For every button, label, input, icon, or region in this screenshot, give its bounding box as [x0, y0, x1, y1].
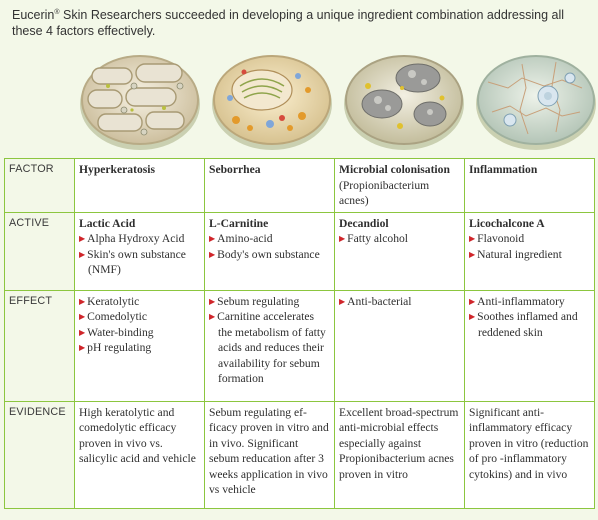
list-item: [209, 247, 330, 263]
bullet-triangle-icon: ▶: [469, 234, 476, 243]
bullet-triangle-icon: ▶: [79, 234, 86, 243]
factor-name: Hyperkeratosis: [79, 163, 155, 176]
active-cell: [465, 212, 595, 290]
brand-name: Eucerin: [12, 8, 55, 23]
bullet-text: Skin's own substance (NMF): [87, 247, 186, 276]
bullet-text: pH regulating: [87, 341, 152, 354]
list-item: [469, 294, 590, 310]
list-item: [339, 294, 460, 310]
factor-cell: [205, 159, 335, 213]
row-label-evidence: EVIDENCE: [5, 401, 75, 508]
bullet-triangle-icon: ▶: [469, 312, 476, 321]
list-item: [469, 247, 590, 263]
list-item: [79, 309, 200, 325]
bullet-triangle-icon: ▶: [79, 296, 86, 306]
effect-cell: [335, 290, 465, 401]
illustration-row: [0, 42, 598, 158]
list-item: [469, 231, 590, 247]
table-row-active: [5, 212, 595, 290]
factors-table: [4, 158, 595, 509]
list-item: [79, 231, 200, 247]
bullet-triangle-icon: ▶: [209, 296, 216, 306]
bullet-text: Natural ingredient: [477, 247, 562, 261]
bullet-text: Flavonoid: [477, 232, 525, 245]
evidence-text: High keratolytic and comedolytic efficacy proven in vivo vs. salicylic acid and vehicle: [79, 405, 196, 465]
bullet-text: Water-binding: [87, 325, 154, 339]
evidence-cell: [205, 401, 335, 508]
evidence-text: Excellent broad-spectrum anti-microbial effects especially against Propionibacterium acnes proven in vitro: [339, 405, 459, 481]
bullet-triangle-icon: ▶: [79, 312, 86, 321]
evidence-cell: [465, 401, 595, 508]
bullet-text: Fatty alcohol: [347, 232, 409, 245]
evidence-cell: [75, 401, 205, 508]
factor-cell: [465, 159, 595, 213]
factor-cell: [75, 159, 205, 213]
table-row-evidence: [5, 401, 595, 508]
bullet-text: Body's own substance: [217, 247, 320, 261]
bullet-triangle-icon: ▶: [79, 327, 86, 337]
skin-cells-hyperkeratosis-icon: [74, 42, 206, 158]
intro-text: [12, 5, 592, 39]
effect-cell: [205, 290, 335, 401]
inflamed-skin-icon: [470, 42, 598, 158]
active-ingredient: Decandiol: [339, 216, 389, 230]
row-label-active: ACTIVE: [5, 212, 75, 290]
bullet-triangle-icon: ▶: [209, 249, 216, 259]
registered-mark: ®: [54, 9, 60, 16]
active-cell: [205, 212, 335, 290]
bullet-text: Carnitine accelerates the metabolism of fatty acids and reduces their availability for sebum formation: [217, 310, 326, 385]
active-ingredient: Lactic Acid: [79, 216, 136, 230]
bullet-text: Sebum regulating: [217, 294, 300, 308]
row-label-factor: FACTOR: [5, 159, 75, 213]
bullet-text: Anti-inflammatory: [477, 294, 565, 308]
list-item: [79, 325, 200, 341]
table-row-factor: [5, 159, 595, 213]
list-item: [209, 294, 330, 310]
active-cell: [335, 212, 465, 290]
bullet-text: Keratolytic: [87, 294, 140, 308]
active-ingredient: L-Carnitine: [209, 216, 269, 230]
bullet-triangle-icon: ▶: [209, 312, 216, 321]
bullet-text: Amino-acid: [217, 232, 273, 245]
bullet-triangle-icon: ▶: [79, 343, 86, 352]
list-item: [79, 340, 200, 356]
list-item: [209, 309, 330, 387]
bullet-text: Comedolytic: [87, 310, 148, 323]
list-item: [79, 294, 200, 310]
effect-cell: [465, 290, 595, 401]
table-row-effect: [5, 290, 595, 401]
bullet-text: Alpha Hydroxy Acid: [87, 232, 185, 245]
factor-subtitle: (Propionibacterium acnes): [339, 178, 430, 207]
bullet-triangle-icon: ▶: [339, 234, 346, 243]
evidence-text: Sebum regulating efficacy proven in vitro and in vivo. Significant sebum reducation after 3 weeks application in vivo vs vehicle: [209, 405, 329, 496]
effect-cell: [75, 290, 205, 401]
bullet-triangle-icon: ▶: [79, 249, 86, 259]
bullet-triangle-icon: ▶: [469, 249, 476, 259]
list-item: [209, 231, 330, 247]
row-label-effect: EFFECT: [5, 290, 75, 401]
factor-name: Microbial colonisation: [339, 163, 450, 176]
active-ingredient: Licochalcone A: [469, 216, 545, 230]
factor-name: Inflammation: [469, 163, 538, 176]
bacteria-colonisation-icon: [338, 42, 470, 158]
active-cell: [75, 212, 205, 290]
evidence-cell: [335, 401, 465, 508]
bullet-text: Soothes inflamed and reddened skin: [477, 310, 578, 339]
list-item: [469, 309, 590, 340]
list-item: [79, 247, 200, 278]
list-item: [339, 231, 460, 247]
bullet-text: Anti-bacterial: [347, 294, 412, 308]
evidence-text: Significant anti-inflammatory efficacy proven in vitro (reduction of pro -inflammatory cytokins) and in vivo: [469, 405, 589, 481]
bullet-triangle-icon: ▶: [339, 296, 346, 306]
sebaceous-gland-seborrhea-icon: [206, 42, 338, 158]
intro-sentence: Skin Researchers succeeded in developing a unique ingredient combination addressing all these 4 factors effectively.: [12, 8, 565, 39]
bullet-triangle-icon: ▶: [469, 296, 476, 306]
bullet-triangle-icon: ▶: [209, 234, 216, 243]
factor-name: Seborrhea: [209, 163, 261, 176]
factor-cell: [335, 159, 465, 213]
